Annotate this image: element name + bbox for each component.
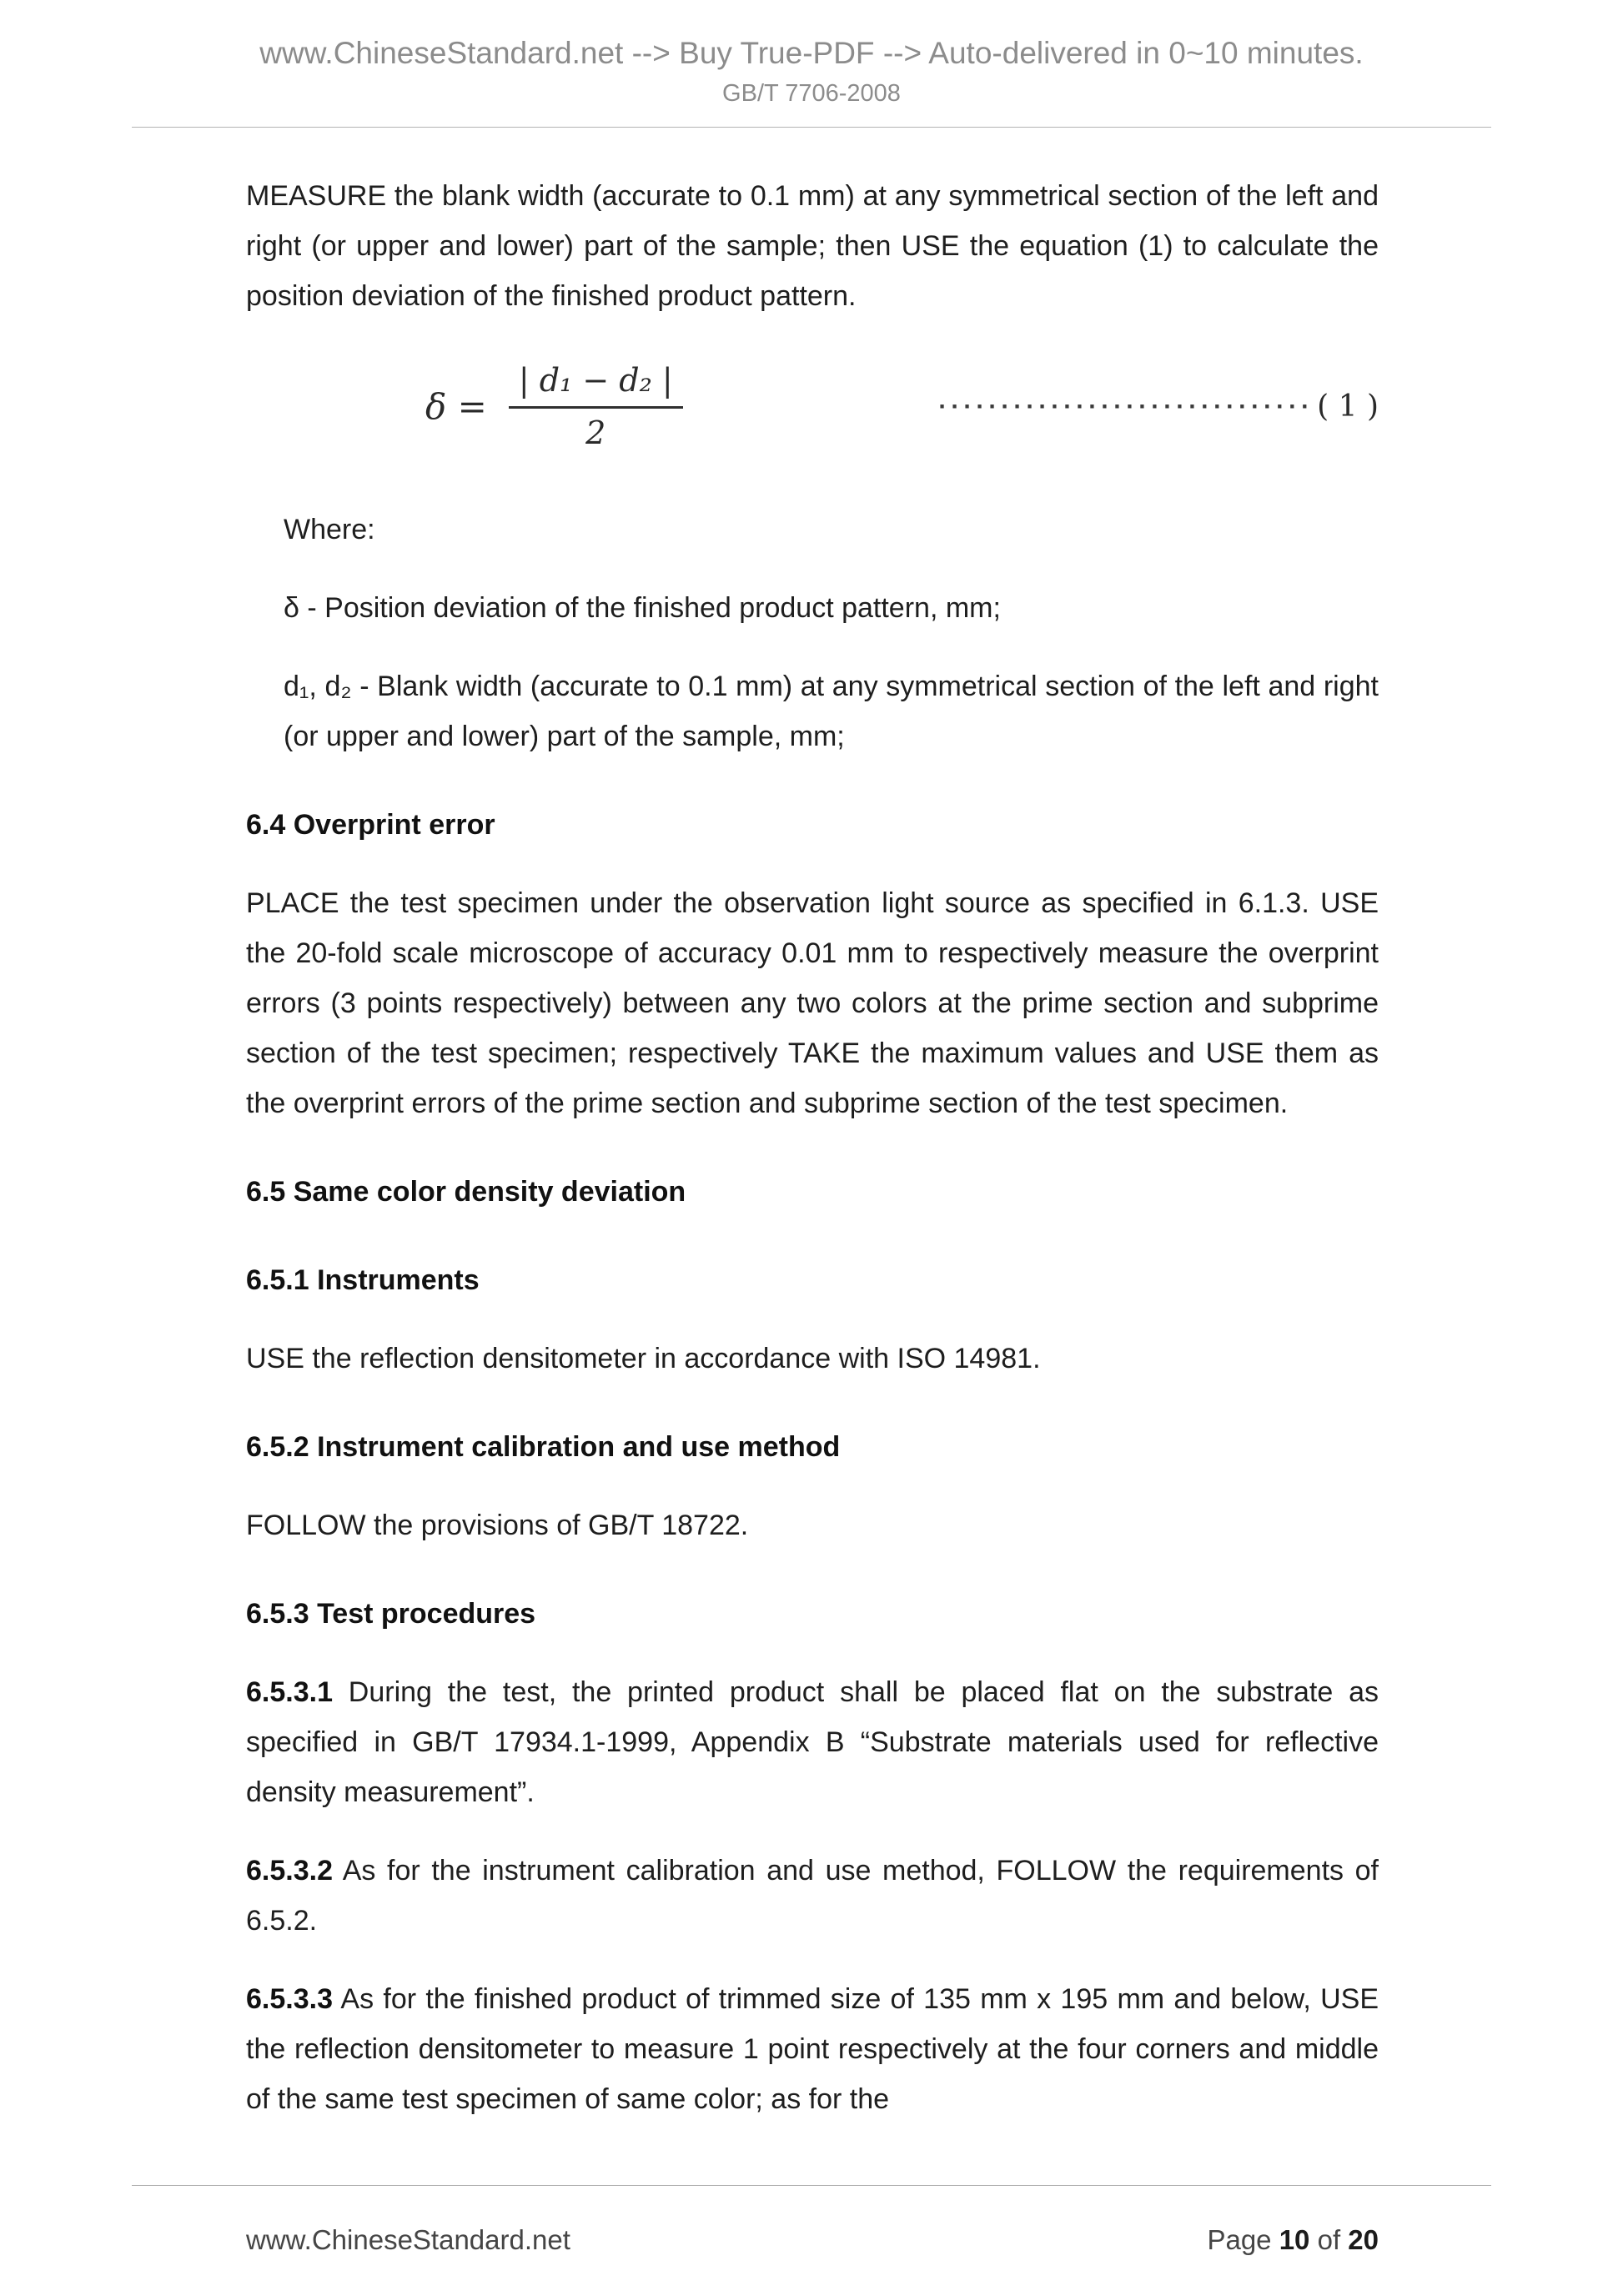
equation-fraction [509,361,683,453]
footer-page-current: 10 [1279,2224,1310,2255]
heading-6-4-overprint-error: 6.4 Overprint error [246,809,495,841]
equation-lhs: δ = [425,386,487,427]
clause-text-6-5-3-1: During the test, the printed product shall be placed flat on the substrate as specified in GB/T 17934.1-1999, Appendix B “Substrate materials used for reflective density measurement”. [246,1676,1379,1808]
paragraph-6-5-3-3 [246,1974,1379,2124]
header-divider [132,127,1491,128]
equation-leader [938,382,1379,432]
footer-page-total: 20 [1348,2224,1379,2255]
document-body [246,171,1379,2124]
heading-6-5-1-instruments: 6.5.1 Instruments [246,1264,480,1296]
paragraph-6-4: PLACE the test specimen under the observation light source as specified in 6.1.3. USE the 20-fold scale microscope of accuracy 0.01 mm to respectively measure the overprint errors (3 points respectively) between any two colors at the prime section and subprime section of the test specimen; respectively TAKE the maximum values and USE them as the overprint errors of the prime section and subprime section of the test specimen. [246,887,1379,1119]
paragraph-measure: MEASURE the blank width (accurate to 0.1 mm) at any symmetrical section of the left and right (or upper and lower) part of the sample; then USE the equation (1) to calculate the position deviation of the finished product pattern. [246,180,1379,312]
clause-number-6-5-3-1: 6.5.3.1 [246,1676,333,1708]
equation-1 [246,361,1379,453]
equation-number: ( 1 ) [1317,389,1379,424]
heading-6-5-2-calibration: 6.5.2 Instrument calibration and use method [246,1431,841,1463]
clause-number-6-5-3-2: 6.5.3.2 [246,1855,333,1887]
clause-text-6-5-3-3: As for the finished product of trimmed size of 135 mm x 195 mm and below, USE the reflection densitometer to measure 1 point respectively at the four corners and middle of the same test specimen of same color; as for the [246,1983,1379,2115]
paragraph-6-5-3-1 [246,1667,1379,1817]
fraction-denominator: 2 [585,414,606,451]
definition-delta: δ - Position deviation of the finished product pattern, mm; [284,592,1001,624]
clause-number-6-5-3-3: 6.5.3.3 [246,1983,333,2015]
heading-6-5-same-color-density: 6.5 Same color density deviation [246,1176,686,1208]
footer-of-label: of [1309,2224,1349,2255]
equation-expression [425,361,683,453]
where-label: Where: [284,514,375,545]
paragraph-6-5-3-2 [246,1846,1379,1946]
footer-page-label: Page [1207,2224,1279,2255]
header-promo-line: www.ChineseStandard.net --> Buy True-PDF --> Auto-delivered in 0~10 minutes. [259,36,1364,70]
paragraph-6-5-2: FOLLOW the provisions of GB/T 18722. [246,1510,749,1541]
footer-divider [132,2185,1491,2186]
footer-site-link[interactable]: www.ChineseStandard.net [246,2224,570,2255]
clause-text-6-5-3-2: As for the instrument calibration and use method, FOLLOW the requirements of 6.5.2. [246,1855,1379,1937]
fraction-numerator: | d₁ − d₂ | [509,361,683,409]
heading-6-5-3-test-procedures: 6.5.3 Test procedures [246,1598,536,1630]
footer-page-indicator [1207,2224,1379,2256]
equation-dots: ······························ [938,393,1314,420]
header-standard-number: GB/T 7706-2008 [722,80,901,107]
page-header [0,35,1623,128]
page-footer [246,2224,1379,2256]
paragraph-6-5-1: USE the reflection densitometer in accordance with ISO 14981. [246,1343,1041,1374]
definition-d1-d2: d₁, d₂ - Blank width (accurate to 0.1 mm) at any symmetrical section of the left and right (or upper and lower) part of the sample, mm; [284,671,1379,752]
